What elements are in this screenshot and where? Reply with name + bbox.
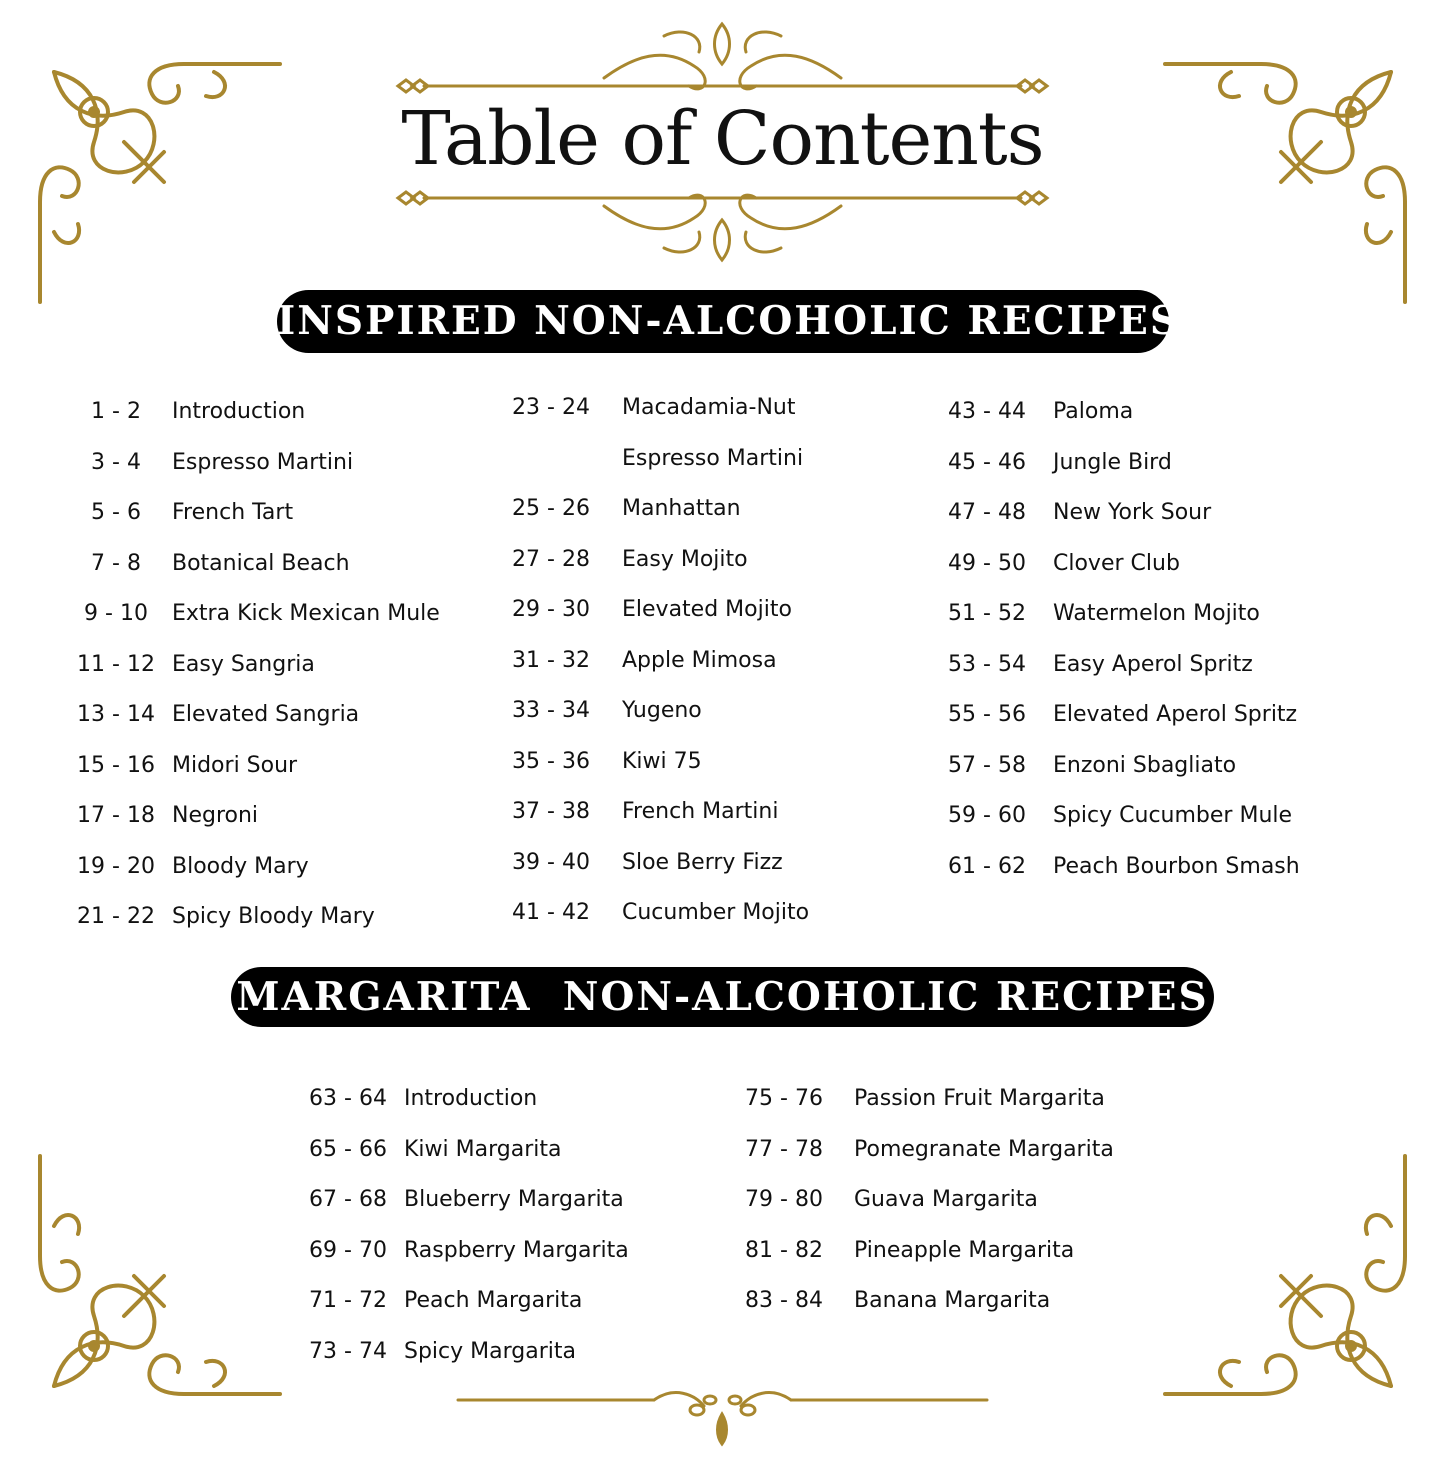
- toc-recipe-name: Extra Kick Mexican Mule: [172, 601, 440, 626]
- toc-page-range: 41 - 42: [512, 900, 590, 925]
- toc-recipe-name: Manhattan: [622, 496, 741, 521]
- toc-recipe-name: Kiwi 75: [622, 748, 702, 774]
- toc-page-range: 59 - 60: [948, 803, 1026, 828]
- corner-ornament-bottom-right: [1161, 1154, 1411, 1406]
- toc-page-range: 9 - 10: [84, 601, 148, 626]
- toc-page-range: 3 - 4: [91, 449, 141, 475]
- toc-page-range: 71 - 72: [309, 1288, 387, 1313]
- toc-page-range: 13 - 14: [77, 702, 155, 727]
- toc-recipe-name: Introduction: [172, 399, 306, 424]
- toc-page-range: 83 - 84: [745, 1288, 823, 1313]
- toc-page-range: 31 - 32: [512, 647, 590, 673]
- toc-page-range: 37 - 38: [512, 799, 590, 824]
- toc-recipe-name: Bloody Mary: [172, 853, 309, 879]
- section-heading-inspired: INSPIRED NON-ALCOHOLIC RECIPES: [277, 290, 1169, 353]
- toc-page-range: 81 - 82: [745, 1237, 823, 1263]
- toc-recipe-name: Passion Fruit Margarita: [854, 1086, 1105, 1111]
- toc-page-range: 1 - 2: [91, 399, 141, 424]
- toc-recipe-name: Elevated Sangria: [172, 702, 360, 727]
- toc-recipe-name: Apple Mimosa: [622, 647, 777, 673]
- toc-page-range: 47 - 48: [948, 500, 1026, 525]
- toc-recipe-name: Paloma: [1053, 399, 1134, 424]
- toc-page-range: 79 - 80: [745, 1187, 823, 1212]
- page-title: Table of Contents: [401, 96, 1044, 182]
- toc-page-range: 35 - 36: [512, 748, 590, 774]
- toc-recipe-name: New York Sour: [1053, 500, 1212, 525]
- toc-page-range: 77 - 78: [745, 1136, 823, 1162]
- toc-page-range: 33 - 34: [512, 698, 590, 723]
- toc-recipe-name: Espresso Martini: [172, 449, 354, 475]
- toc-page-range: 27 - 28: [512, 546, 590, 572]
- toc-page-range: 17 - 18: [77, 803, 155, 828]
- toc-page-range: 63 - 64: [309, 1086, 387, 1111]
- toc-recipe-name: Easy Mojito: [622, 546, 748, 572]
- toc-page-range: 21 - 22: [77, 904, 155, 929]
- title-flourish-bottom: [394, 186, 1051, 268]
- toc-page-range: 29 - 30: [512, 597, 590, 622]
- toc-page-range: 23 - 24: [512, 395, 590, 420]
- toc-page-range: 67 - 68: [309, 1187, 387, 1212]
- toc-recipe-name: Blueberry Margarita: [404, 1187, 624, 1212]
- toc-recipe-name: Cucumber Mojito: [622, 900, 810, 925]
- toc-recipe-name: Spicy Bloody Mary: [172, 904, 375, 929]
- toc-page-range: 43 - 44: [948, 399, 1026, 424]
- toc-page-range: 39 - 40: [512, 849, 590, 875]
- toc-page-range: 51 - 52: [948, 601, 1026, 626]
- toc-recipe-name: Sloe Berry Fizz: [622, 849, 783, 875]
- toc-page-range: 5 - 6: [91, 500, 141, 525]
- toc-recipe-name: Introduction: [404, 1086, 538, 1111]
- toc-page-range: 69 - 70: [309, 1237, 387, 1263]
- toc-page-range: 73 - 74: [309, 1338, 387, 1364]
- toc-recipe-name: French Tart: [172, 500, 294, 525]
- toc-page-range: 75 - 76: [745, 1086, 823, 1111]
- toc-recipe-name: Watermelon Mojito: [1053, 601, 1260, 626]
- toc-page-range: 53 - 54: [948, 651, 1026, 677]
- toc-page-range: 15 - 16: [77, 752, 155, 778]
- toc-recipe-name: Jungle Bird: [1053, 449, 1172, 475]
- toc-recipe-name: Spicy Cucumber Mule: [1053, 803, 1293, 828]
- toc-page-range: 49 - 50: [948, 550, 1026, 576]
- section-heading-margarita: MARGARITA NON-ALCOHOLIC RECIPES: [231, 967, 1214, 1027]
- toc-recipe-name: Yugeno: [622, 698, 702, 723]
- toc-recipe-name: Midori Sour: [172, 752, 298, 778]
- toc-recipe-name: Kiwi Margarita: [404, 1136, 562, 1162]
- toc-recipe-name: Espresso Martini: [622, 445, 804, 471]
- toc-recipe-name: Easy Sangria: [172, 651, 315, 677]
- toc-recipe-name: Peach Margarita: [404, 1288, 583, 1313]
- toc-recipe-name: Negroni: [172, 803, 259, 828]
- toc-recipe-name: Pineapple Margarita: [854, 1237, 1075, 1263]
- toc-recipe-name: Elevated Aperol Spritz: [1053, 702, 1298, 727]
- toc-recipe-name: French Martini: [622, 799, 779, 824]
- toc-recipe-name: Banana Margarita: [854, 1288, 1051, 1313]
- toc-page-range: 61 - 62: [948, 853, 1026, 879]
- title-flourish-top: [394, 16, 1051, 98]
- corner-ornament-bottom-left: [34, 1154, 284, 1406]
- bottom-flourish: [454, 1384, 991, 1448]
- toc-recipe-name: Macadamia-Nut: [622, 395, 796, 420]
- toc-recipe-name: Guava Margarita: [854, 1187, 1038, 1212]
- toc-recipe-name: Peach Bourbon Smash: [1053, 853, 1300, 879]
- toc-page-range: 19 - 20: [77, 853, 155, 879]
- toc-recipe-name: Pomegranate Margarita: [854, 1136, 1114, 1162]
- toc-page-range: 7 - 8: [91, 550, 141, 576]
- toc-recipe-name: Enzoni Sbagliato: [1053, 752, 1237, 778]
- toc-recipe-name: Raspberry Margarita: [404, 1237, 629, 1263]
- toc-page-range: 65 - 66: [309, 1136, 387, 1162]
- toc-page-range: 57 - 58: [948, 752, 1026, 778]
- toc-recipe-name: Elevated Mojito: [622, 597, 792, 622]
- toc-recipe-name: Easy Aperol Spritz: [1053, 651, 1253, 677]
- toc-recipe-name: Spicy Margarita: [404, 1338, 576, 1364]
- toc-recipe-name: Botanical Beach: [172, 550, 350, 576]
- toc-page-range: 55 - 56: [948, 702, 1026, 727]
- toc-page-range: 45 - 46: [948, 449, 1026, 475]
- toc-recipe-name: Clover Club: [1053, 550, 1180, 576]
- toc-page-range: 11 - 12: [77, 651, 155, 677]
- toc-page-range: 25 - 26: [512, 496, 590, 521]
